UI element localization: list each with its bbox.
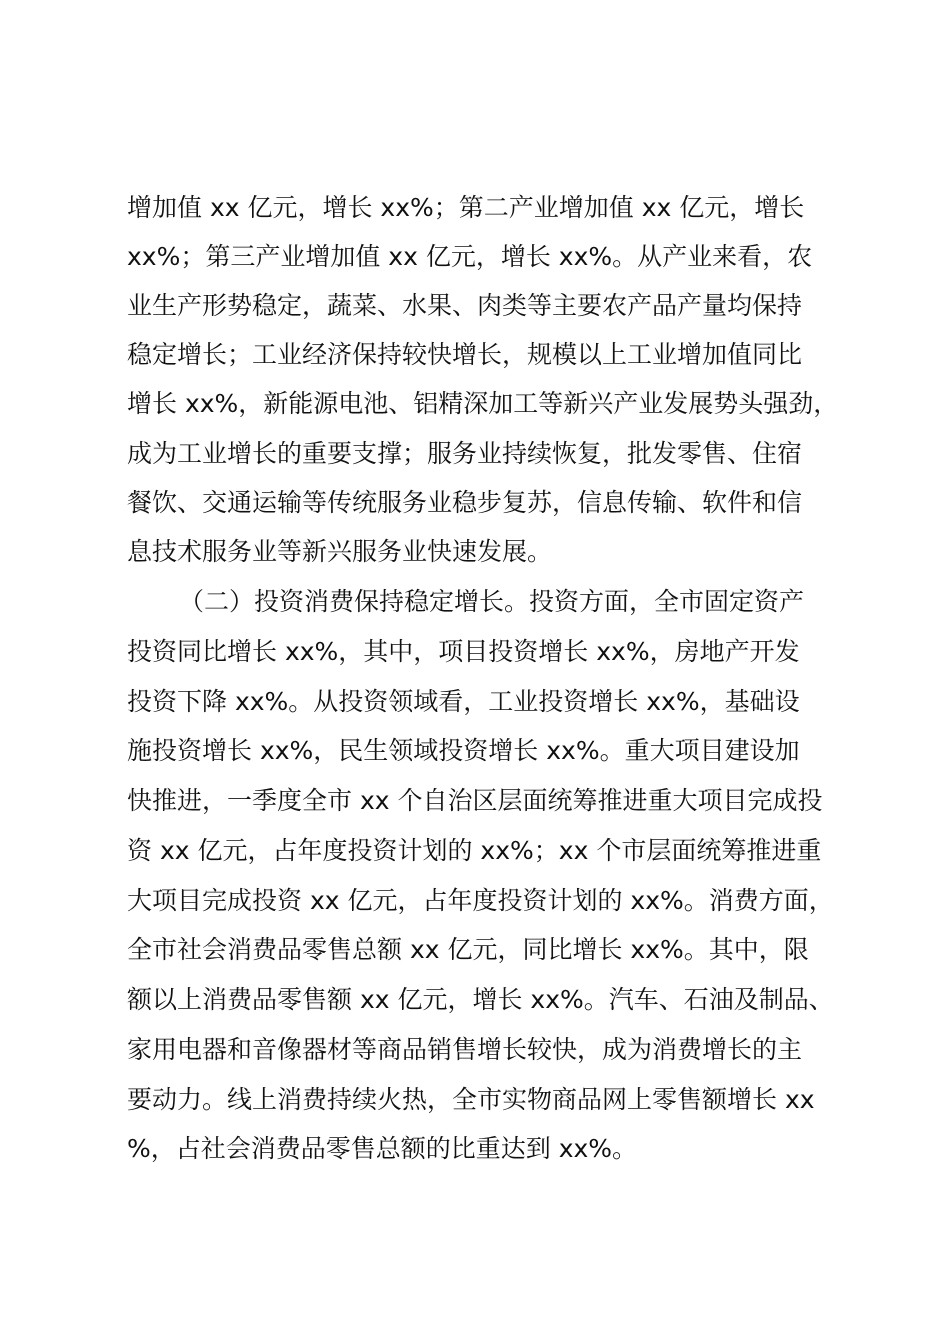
text-line: %，占社会消费品零售总额的比重达到 xx%。 [127, 1134, 638, 1163]
text-line: 大项目完成投资 xx 亿元，占年度投资计划的 xx%。消费方面， [127, 886, 834, 915]
text-line: 息技术服务业等新兴服务业快速发展。 [127, 537, 553, 566]
text-line: xx%；第三产业增加值 xx 亿元，增长 xx%。从产业来看，农 [127, 242, 813, 271]
text-line: 增加值 xx 亿元，增长 xx%；第二产业增加值 xx 亿元，增长 [127, 193, 805, 222]
text-line: 快推进，一季度全市 xx 个自治区层面统筹推进重大项目完成投 [127, 786, 823, 815]
text-line: 稳定增长；工业经济保持较快增长，规模以上工业增加值同比 [127, 340, 803, 369]
text-line: 成为工业增长的重要支撑；服务业持续恢复，批发零售、住宿 [127, 439, 803, 468]
text-line: 施投资增长 xx%，民生领域投资增长 xx%。重大项目建设加 [127, 736, 800, 765]
text-line: 投资下降 xx%。从投资领域看，工业投资增长 xx%，基础设 [127, 687, 800, 716]
text-line: 餐饮、交通运输等传统服务业稳步复苏，信息传输、软件和信 [127, 488, 803, 517]
text-line: 家用电器和音像器材等商品销售增长较快，成为消费增长的主 [127, 1035, 803, 1064]
paragraph-heading-line: （二）投资消费保持稳定增长。投资方面，全市固定资产 [179, 587, 805, 616]
text-line: 全市社会消费品零售总额 xx 亿元，同比增长 xx%。其中，限 [127, 935, 809, 964]
text-line: 投资同比增长 xx%，其中，项目投资增长 xx%，房地产开发 [127, 637, 800, 666]
text-line: 业生产形势稳定，蔬菜、水果、肉类等主要农产品产量均保持 [127, 291, 803, 320]
text-line: 资 xx 亿元，占年度投资计划的 xx%；xx 个市层面统筹推进重 [127, 836, 822, 865]
text-line: 增长 xx%，新能源电池、铝精深加工等新兴产业发展势头强劲， [127, 389, 839, 418]
text-line: 要动力。线上消费持续火热，全市实物商品网上零售额增长 xx [127, 1085, 815, 1114]
text-line: 额以上消费品零售额 xx 亿元，增长 xx%。汽车、石油及制品、 [127, 985, 834, 1014]
